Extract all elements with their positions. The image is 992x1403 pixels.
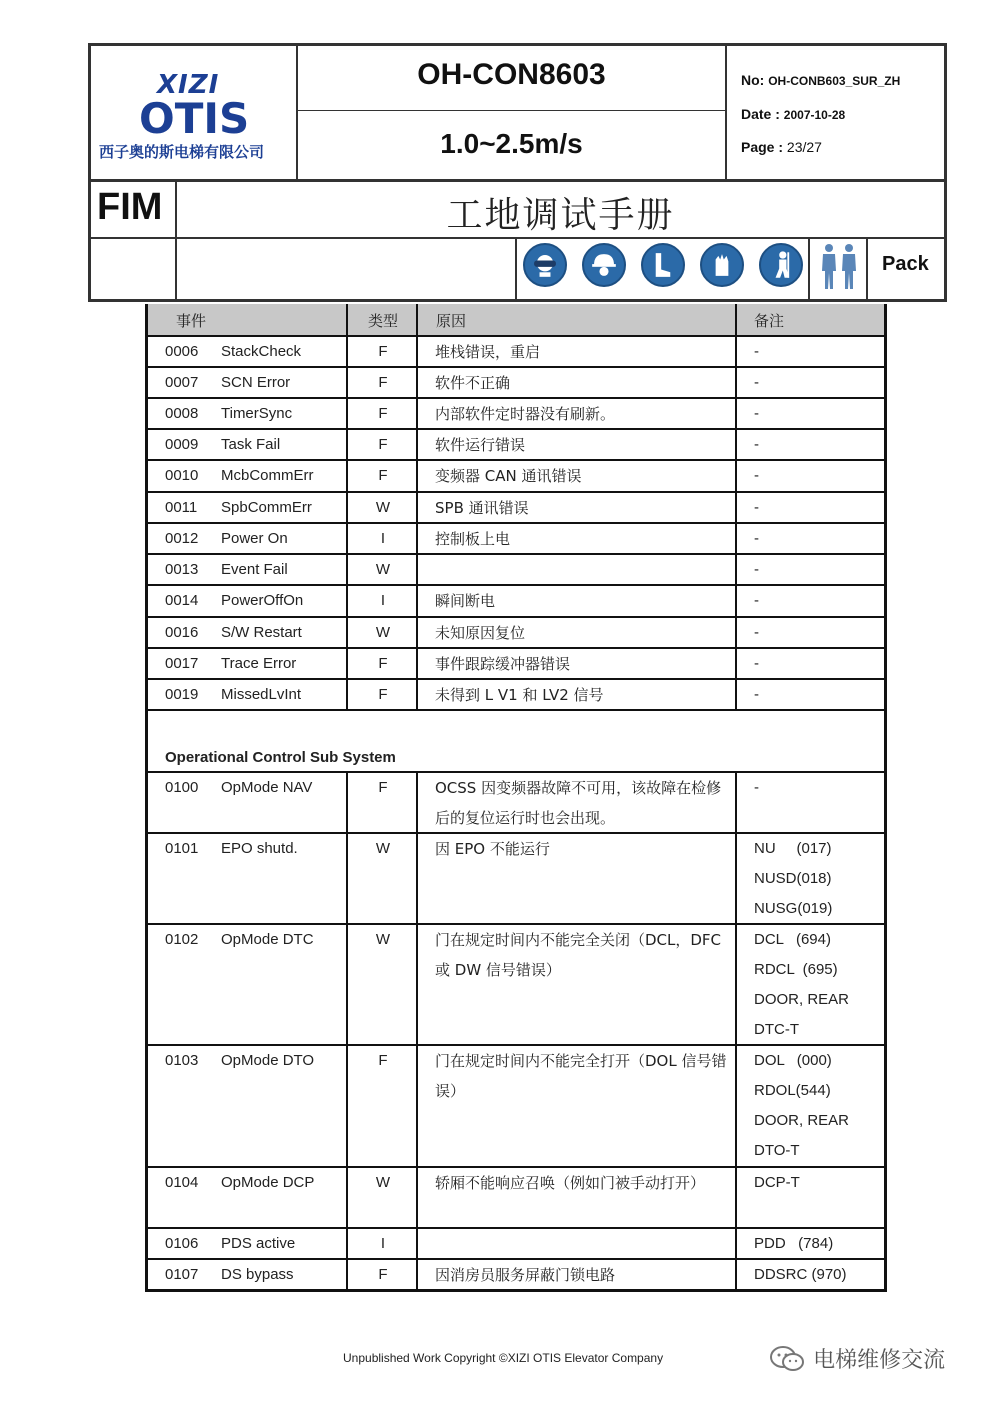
event-note: - — [754, 405, 759, 422]
event-name: McbCommErr — [221, 467, 314, 484]
event-name: Trace Error — [221, 655, 297, 672]
company-logo — [97, 70, 293, 170]
watermark — [768, 1343, 945, 1374]
event-cause: 软件不正确 — [435, 374, 511, 392]
event-note: - — [754, 686, 759, 703]
event-name: TimerSync — [221, 405, 293, 422]
event-cause: 未得到 L V1 和 LV2 信号 — [435, 686, 604, 704]
event-code: 0014 — [165, 592, 199, 609]
event-cause: 堆栈错误，重启 — [435, 343, 541, 361]
event-name: SCN Error — [221, 374, 291, 391]
event-code: 0104 — [165, 1174, 199, 1191]
harness-icon — [759, 243, 803, 287]
event-name: SpbCommErr — [221, 499, 312, 516]
table-row — [148, 773, 884, 834]
header-cause: 原因 — [436, 312, 467, 330]
table-header-row — [148, 304, 884, 337]
table-row — [148, 461, 884, 493]
event-note: - — [754, 655, 759, 672]
wechat-icon — [768, 1344, 808, 1374]
event-type: F — [378, 1052, 388, 1069]
copyright-footer: Unpublished Work Copyright ©XIZI OTIS Elevator Company — [343, 1351, 664, 1365]
goggles-icon — [523, 243, 567, 287]
event-note: - — [754, 499, 759, 516]
event-code: 0101 — [165, 840, 199, 857]
table-row — [148, 1168, 884, 1229]
document-title: 工地调试手册 — [446, 195, 675, 236]
event-cause: 门在规定时间内不能完全关闭（DCL，DFC 或 DW 信号错误） — [435, 931, 722, 979]
event-code: 0007 — [165, 374, 199, 391]
coveralls-icon — [815, 241, 863, 293]
event-type: F — [378, 374, 388, 391]
event-code: 0102 — [165, 931, 199, 948]
event-type: F — [378, 1266, 388, 1283]
header-note: 备注 — [754, 312, 785, 330]
event-cause: 门在规定时间内不能完全打开（DOL 信号错误） — [435, 1052, 727, 1100]
doc-page-value: 23/27 — [786, 139, 822, 155]
event-cause: 未知原因复位 — [435, 624, 526, 642]
event-name: OpMode NAV — [221, 779, 313, 796]
event-code: 0107 — [165, 1266, 199, 1283]
event-code: 0103 — [165, 1052, 199, 1069]
event-type: W — [375, 499, 391, 516]
event-code-table — [145, 304, 887, 1292]
event-note: - — [754, 343, 759, 360]
table-row — [148, 524, 884, 555]
header-type: 类型 — [367, 312, 398, 330]
event-name: Task Fail — [221, 436, 281, 453]
event-name: OpMode DTC — [221, 931, 314, 948]
event-note: DCP-T — [754, 1174, 800, 1191]
event-note: DOL (000) RDOL(544) DOOR, REAR DTO-T — [754, 1052, 850, 1159]
event-name: PowerOffOn — [221, 592, 304, 609]
event-note: - — [754, 779, 759, 796]
table-row — [148, 1046, 884, 1168]
table-row — [148, 586, 884, 618]
event-type: I — [380, 530, 386, 547]
speed-range: 1.0~2.5m/s — [440, 128, 583, 159]
event-name: Event Fail — [221, 561, 288, 578]
section-title: Operational Control Sub System — [165, 749, 396, 766]
event-code: 0009 — [165, 436, 199, 453]
event-cause: OCSS 因变频器故障不可用，该故障在检修后的复位运行时也会出现。 — [435, 779, 722, 827]
event-note: - — [754, 561, 759, 578]
event-code: 0011 — [165, 499, 198, 516]
safety-boots-icon — [641, 243, 685, 287]
event-type: W — [375, 931, 391, 948]
event-cause: 因 EPO 不能运行 — [435, 840, 550, 858]
event-note: - — [754, 530, 759, 547]
event-name: EPO shutd. — [221, 840, 298, 857]
event-code: 0013 — [165, 561, 199, 578]
watermark-text: 电梯维修交流 — [813, 1348, 946, 1373]
event-note: - — [754, 592, 759, 609]
event-type: F — [378, 779, 388, 796]
gloves-icon — [700, 243, 744, 287]
event-type: F — [378, 343, 388, 360]
event-cause: 轿厢不能响应召唤（例如门被手动打开） — [435, 1174, 706, 1192]
document-code: OH-CON8603 — [417, 58, 606, 91]
event-note: - — [754, 624, 759, 641]
table-row — [148, 399, 884, 430]
event-note: - — [754, 467, 759, 484]
table-row — [148, 680, 884, 711]
logo-brand-main: OTIS — [139, 94, 250, 143]
event-name: DS bypass — [221, 1266, 294, 1283]
header-event: 事件 — [176, 312, 207, 330]
table-row — [148, 493, 884, 524]
event-code: 0019 — [165, 686, 199, 703]
event-type: W — [375, 840, 391, 857]
table-row — [148, 337, 884, 368]
pack-label: Pack — [882, 253, 929, 275]
doc-page-label: Page : — [741, 139, 784, 155]
event-note: - — [754, 374, 759, 391]
doc-number-label: No: — [741, 72, 765, 88]
hard-hat-icon — [582, 243, 626, 287]
doc-date-value: 2007-10-28 — [783, 108, 846, 122]
event-type: W — [375, 1174, 391, 1191]
doc-page — [741, 139, 822, 155]
table-row — [148, 1229, 884, 1260]
logo-brand-top: XIZI — [157, 70, 220, 100]
table-row — [148, 555, 884, 586]
table-row — [148, 368, 884, 399]
event-name: PDS active — [221, 1235, 296, 1252]
event-note: DCL (694) RDCL (695) DOOR, REAR DTC-T — [754, 931, 850, 1038]
event-name: StackCheck — [221, 343, 302, 360]
table-row — [148, 430, 884, 461]
event-code: 0010 — [165, 467, 199, 484]
event-cause: 瞬间断电 — [435, 592, 496, 610]
table-row — [148, 834, 884, 925]
section-heading-row — [148, 711, 884, 773]
fim-label: FIM — [97, 186, 163, 228]
event-note: PDD (784) — [754, 1235, 834, 1252]
event-cause: 因消房员服务屏蔽门锁电路 — [435, 1266, 616, 1284]
table-row — [148, 618, 884, 649]
doc-number — [741, 72, 900, 88]
event-code: 0016 — [165, 624, 199, 641]
event-type: F — [378, 436, 388, 453]
logo-company-name: 西子奥的斯电梯有限公司 — [99, 143, 265, 161]
doc-date — [741, 106, 845, 122]
doc-date-label: Date : — [741, 106, 780, 122]
event-type: I — [380, 592, 386, 609]
event-type: W — [375, 624, 391, 641]
event-type: F — [378, 655, 388, 672]
event-note: NU (017) NUSD(018) NUSG(019) — [754, 840, 833, 917]
doc-number-value: OH-CONB603_SUR_ZH — [768, 74, 901, 88]
event-code: 0100 — [165, 779, 199, 796]
table-row — [148, 925, 884, 1046]
event-note: DDSRC (970) — [754, 1266, 847, 1283]
event-type: F — [378, 686, 388, 703]
event-cause: 控制板上电 — [435, 530, 511, 548]
event-cause: 事件跟踪缓冲器错误 — [435, 655, 571, 673]
event-type: W — [375, 561, 391, 578]
event-code: 0106 — [165, 1235, 199, 1252]
event-name: Power On — [221, 530, 288, 547]
table-row — [148, 1260, 884, 1292]
event-name: OpMode DTO — [221, 1052, 315, 1069]
event-name: OpMode DCP — [221, 1174, 315, 1191]
event-note: - — [754, 436, 759, 453]
event-type: F — [378, 467, 388, 484]
event-code: 0012 — [165, 530, 199, 547]
event-cause: 内部软件定时器没有刷新。 — [435, 405, 616, 423]
event-code: 0017 — [165, 655, 199, 672]
event-cause: SPB 通讯错误 — [435, 499, 529, 517]
table-row — [148, 649, 884, 680]
event-code: 0006 — [165, 343, 199, 360]
event-name: MissedLvInt — [221, 686, 302, 703]
event-code: 0008 — [165, 405, 199, 422]
event-cause: 软件运行错误 — [435, 436, 526, 454]
event-type: F — [378, 405, 388, 422]
event-cause: 变频器 CAN 通讯错误 — [435, 467, 582, 485]
event-type: I — [380, 1235, 386, 1252]
event-name: S/W Restart — [221, 624, 302, 641]
document-header — [88, 43, 947, 302]
